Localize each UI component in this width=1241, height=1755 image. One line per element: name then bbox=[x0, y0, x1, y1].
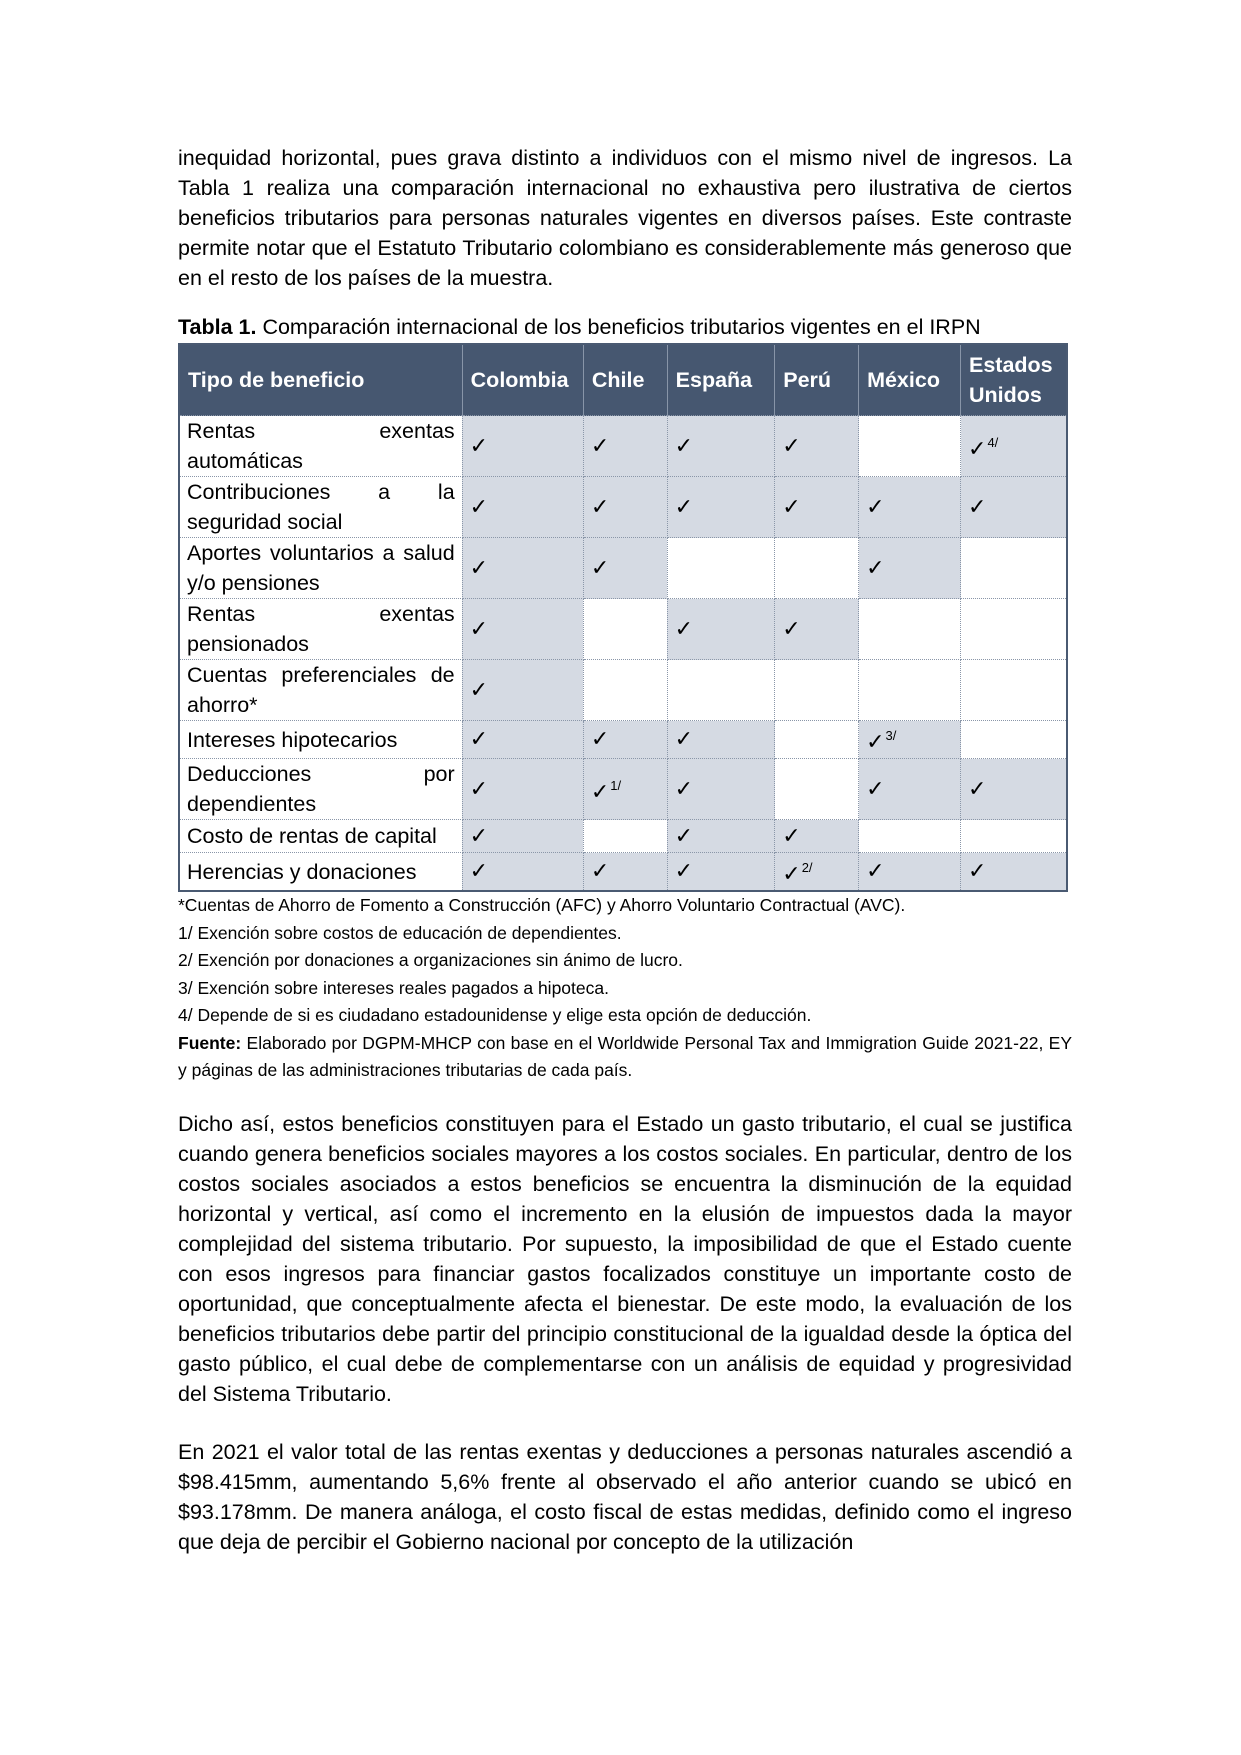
table-row bbox=[179, 477, 1067, 538]
checkmark-icon: ✓ bbox=[968, 494, 987, 520]
table-cell bbox=[667, 538, 775, 599]
table-cell bbox=[583, 477, 667, 538]
header-colombia: Colombia bbox=[462, 344, 583, 416]
checkmark-icon: ✓ bbox=[782, 616, 801, 642]
checkmark-icon: ✓ bbox=[674, 727, 694, 752]
header-peru: Perú bbox=[775, 344, 859, 416]
checkmark-icon: ✓ bbox=[866, 776, 885, 802]
table-cell bbox=[775, 721, 859, 759]
footnote-marker: 1/ bbox=[610, 777, 622, 793]
table-cell bbox=[775, 599, 859, 660]
checkmark-icon: ✓ bbox=[469, 616, 489, 642]
table-cell bbox=[775, 416, 859, 477]
checkmark-icon: ✓ bbox=[469, 494, 489, 520]
checkmark-icon: ✓ bbox=[469, 433, 489, 459]
note-3: 3/ Exención sobre intereses reales pagados a hipoteca. bbox=[178, 977, 609, 998]
header-estados-unidos: Estados Unidos bbox=[961, 344, 1068, 416]
table-header-row bbox=[179, 344, 1067, 416]
table-cell bbox=[961, 853, 1068, 892]
table-notes bbox=[178, 892, 1072, 1085]
table-row bbox=[179, 538, 1067, 599]
paragraph-2: Dicho así, estos beneficios constituyen para el Estado un gasto tributario, el cual se justifica cuando genera beneficios sociales mayores a los costos sociales. En particular, dentro de los costos sociales asociados a estos beneficios se encuentra la disminución de la equidad horizontal y vertical, así como el incremento en la elusión de impuestos dada la mayor complejidad del sistema tributario. Por supuesto, la imposibilidad de que el Estado cuente con esos ingresos para financiar gastos focalizados constituye un importante costo de oportunidad, que conceptualmente afecta el bienestar. De este modo, la evaluación de los beneficios tributarios debe partir del principio constitucional de la igualdad desde la óptica del gasto público, el cual debe de complementarse con un análisis de equidad y progresividad del Sistema Tributario. bbox=[178, 1111, 1072, 1406]
checkmark-icon: ✓ bbox=[968, 776, 987, 802]
footnote-marker: 3/ bbox=[885, 728, 897, 743]
table-cell bbox=[462, 759, 583, 820]
table-cell bbox=[583, 660, 667, 721]
checkmark-icon: ✓ bbox=[866, 730, 885, 755]
table-cell bbox=[462, 416, 583, 477]
table-cell bbox=[775, 820, 859, 853]
table-cell bbox=[583, 538, 667, 599]
table-cell bbox=[583, 599, 667, 660]
checkmark-icon: ✓ bbox=[590, 433, 610, 459]
header-mexico: México bbox=[859, 344, 961, 416]
table-cell bbox=[462, 660, 583, 721]
table-cell bbox=[667, 721, 775, 759]
table-cell bbox=[667, 599, 775, 660]
row-label: Contribuciones a la seguridad social bbox=[179, 477, 462, 538]
row-label: Costo de rentas de capital bbox=[179, 820, 462, 853]
table-cell bbox=[859, 853, 961, 892]
checkmark-icon: ✓ bbox=[590, 555, 610, 581]
table-cell bbox=[859, 416, 961, 477]
table-cell bbox=[961, 416, 1068, 477]
table-row bbox=[179, 759, 1067, 820]
table-cell bbox=[859, 538, 961, 599]
checkmark-icon: ✓ bbox=[968, 436, 987, 462]
source-note bbox=[178, 1030, 1072, 1085]
note-2: 2/ Exención por donaciones a organizaciones sin ánimo de lucro. bbox=[178, 950, 683, 970]
table-cell bbox=[961, 660, 1068, 721]
checkmark-icon: ✓ bbox=[782, 862, 801, 887]
checkmark-icon: ✓ bbox=[469, 823, 489, 849]
note-4: 4/ Depende de si es ciudadano estadounidense y elige esta opción de deducción. bbox=[178, 1005, 812, 1025]
note-afc: *Cuentas de Ahorro de Fomento a Construcción (AFC) y Ahorro Voluntario Contractual (AVC). bbox=[178, 895, 906, 915]
table-row bbox=[179, 599, 1067, 660]
table-cell bbox=[859, 660, 961, 721]
table-caption-text: Comparación internacional de los beneficios tributarios vigentes en el IRPN bbox=[256, 315, 981, 339]
table-cell bbox=[961, 820, 1068, 853]
table-cell bbox=[667, 820, 775, 853]
checkmark-icon: ✓ bbox=[782, 494, 801, 520]
table-cell bbox=[859, 759, 961, 820]
intro-paragraph: inequidad horizontal, pues grava distinto a individuos con el mismo nivel de ingresos. La Tabla 1 realiza una comparación internacional no exhaustiva pero ilustrativa de ciertos beneficios tributarios para personas naturales vigentes en diversos países. Este contraste permite notar que el Estatuto Tributario colombiano es considerablemente más generoso que en el resto de los países de la muestra. bbox=[178, 146, 1072, 290]
note-1: 1/ Exención sobre costos de educación de dependientes. bbox=[178, 922, 622, 943]
checkmark-icon: ✓ bbox=[469, 776, 489, 802]
source-text: Elaborado por DGPM-MHCP con base en el Worldwide Personal Tax and Immigration Guide 2021-22, EY y páginas de las administraciones tributarias de cada país. bbox=[178, 1032, 1072, 1080]
footnote-marker: 4/ bbox=[987, 434, 999, 450]
table-cell bbox=[961, 721, 1068, 759]
checkmark-icon: ✓ bbox=[469, 859, 489, 884]
checkmark-icon: ✓ bbox=[674, 859, 694, 884]
table-cell bbox=[583, 721, 667, 759]
table-cell bbox=[583, 820, 667, 853]
checkmark-icon: ✓ bbox=[590, 779, 610, 805]
checkmark-icon: ✓ bbox=[469, 555, 489, 581]
checkmark-icon: ✓ bbox=[866, 859, 885, 884]
checkmark-icon: ✓ bbox=[590, 494, 610, 520]
checkmark-icon: ✓ bbox=[866, 555, 885, 581]
table-cell bbox=[775, 853, 859, 892]
table-cell bbox=[667, 853, 775, 892]
row-label: Rentas exentas pensionados bbox=[179, 599, 462, 660]
header-tipo-beneficio: Tipo de beneficio bbox=[179, 344, 462, 416]
table-row bbox=[179, 416, 1067, 477]
table-cell bbox=[667, 759, 775, 820]
source-label: Fuente: bbox=[178, 1032, 242, 1053]
table-cell bbox=[775, 759, 859, 820]
table-row bbox=[179, 853, 1067, 892]
table-cell bbox=[859, 820, 961, 853]
table-cell bbox=[961, 477, 1068, 538]
checkmark-icon: ✓ bbox=[866, 494, 885, 520]
footnote-marker: 2/ bbox=[801, 860, 813, 875]
table-cell bbox=[462, 477, 583, 538]
table-cell bbox=[583, 853, 667, 892]
checkmark-icon: ✓ bbox=[469, 677, 489, 703]
row-label: Intereses hipotecarios bbox=[179, 721, 462, 759]
table-cell bbox=[667, 416, 775, 477]
table-cell bbox=[775, 538, 859, 599]
table-caption-label: Tabla 1. bbox=[178, 315, 257, 339]
table-cell bbox=[462, 538, 583, 599]
table-cell bbox=[583, 416, 667, 477]
table-cell bbox=[775, 660, 859, 721]
row-label: Herencias y donaciones bbox=[179, 853, 462, 892]
row-label: Cuentas preferenciales de ahorro* bbox=[179, 660, 462, 721]
header-espana: España bbox=[667, 344, 775, 416]
table-cell bbox=[961, 759, 1068, 820]
table-cell bbox=[462, 599, 583, 660]
checkmark-icon: ✓ bbox=[782, 433, 801, 459]
checkmark-icon: ✓ bbox=[674, 776, 694, 802]
checkmark-icon: ✓ bbox=[968, 859, 987, 884]
table-cell bbox=[859, 599, 961, 660]
comparison-table bbox=[178, 343, 1068, 892]
row-label: Rentas exentas automáticas bbox=[179, 416, 462, 477]
checkmark-icon: ✓ bbox=[674, 616, 694, 642]
checkmark-icon: ✓ bbox=[469, 727, 489, 752]
checkmark-icon: ✓ bbox=[674, 433, 694, 459]
checkmark-icon: ✓ bbox=[782, 823, 801, 849]
header-chile: Chile bbox=[583, 344, 667, 416]
paragraph-3: En 2021 el valor total de las rentas exentas y deducciones a personas naturales ascendió a $98.415mm, aumentando 5,6% frente al observado el año anterior cuando se ubicó en $93.178mm. De manera análoga, el costo fiscal de estas medidas, definido como el ingreso que deja de percibir el Gobierno nacional por concepto de la utilización bbox=[178, 1439, 1072, 1554]
row-label: Deducciones por dependientes bbox=[179, 759, 462, 820]
document-page bbox=[178, 143, 1072, 1557]
table-cell bbox=[462, 820, 583, 853]
table-cell bbox=[667, 477, 775, 538]
row-label: Aportes voluntarios a salud y/o pensiones bbox=[179, 538, 462, 599]
table-cell bbox=[859, 721, 961, 759]
table-row bbox=[179, 660, 1067, 721]
checkmark-icon: ✓ bbox=[590, 859, 610, 884]
table-caption bbox=[178, 313, 1072, 341]
checkmark-icon: ✓ bbox=[590, 727, 610, 752]
checkmark-icon: ✓ bbox=[674, 823, 694, 849]
table-cell bbox=[775, 477, 859, 538]
table-cell bbox=[859, 477, 961, 538]
table-cell bbox=[462, 853, 583, 892]
table-cell bbox=[961, 538, 1068, 599]
table-cell bbox=[961, 599, 1068, 660]
table-cell bbox=[462, 721, 583, 759]
table-body bbox=[179, 416, 1067, 892]
checkmark-icon: ✓ bbox=[674, 494, 694, 520]
table-cell bbox=[583, 759, 667, 820]
table-row bbox=[179, 721, 1067, 759]
table-row bbox=[179, 820, 1067, 853]
table-cell bbox=[667, 660, 775, 721]
